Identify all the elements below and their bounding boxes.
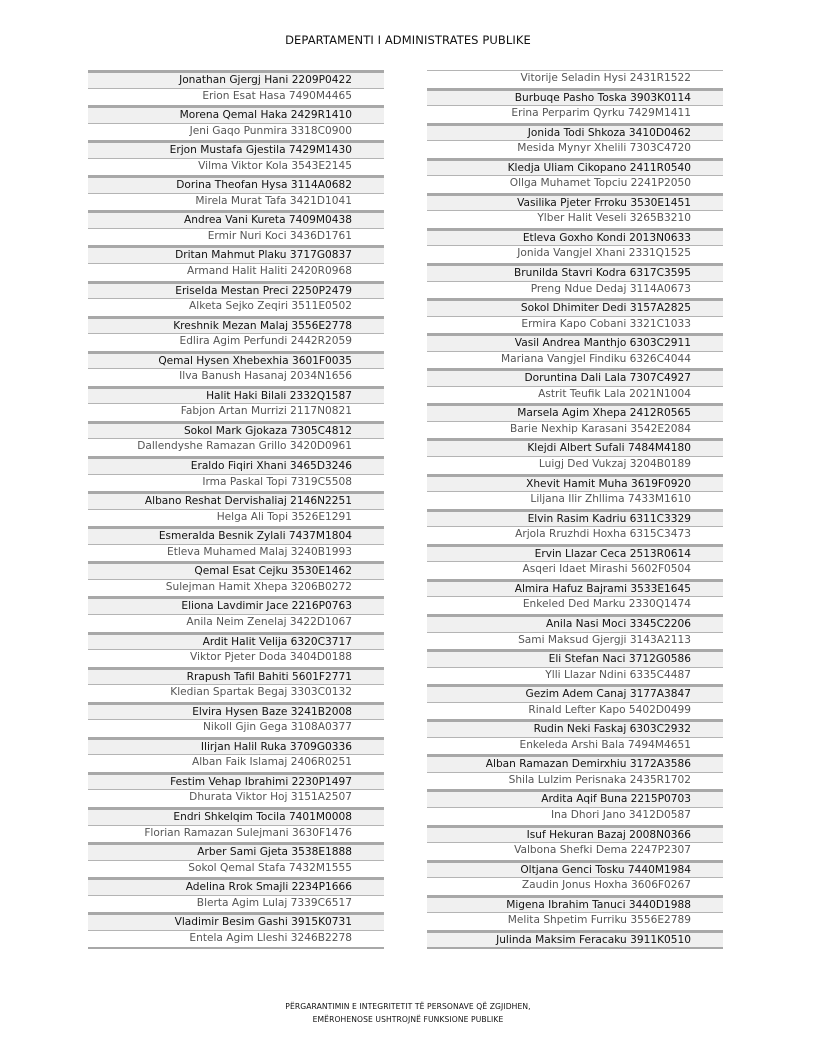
- list-item: Ilirjan Halil Ruka 3709G0336: [88, 737, 384, 755]
- list-item: Mesida Mynyr Xhelili 7303C4720: [427, 140, 723, 158]
- list-item: Dritan Mahmut Plaku 3717G0837: [88, 245, 384, 263]
- list-item: Mariana Vangjel Findiku 6326C4044: [427, 351, 723, 369]
- list-item: Erion Esat Hasa 7490M4465: [88, 88, 384, 106]
- list-item: Blerta Agim Lulaj 7339C6517: [88, 895, 384, 913]
- right-name-column: [427, 70, 723, 949]
- list-item: Eli Stefan Naci 3712G0586: [427, 649, 723, 667]
- list-item: Ylli Llazar Ndini 6335C4487: [427, 667, 723, 685]
- list-item: Fabjon Artan Murrizi 2117N0821: [88, 403, 384, 421]
- list-item: Mirela Murat Tafa 3421D1041: [88, 193, 384, 211]
- list-item: Oltjana Genci Tosku 7440M1984: [427, 860, 723, 878]
- list-item: Gezim Adem Canaj 3177A3847: [427, 684, 723, 702]
- footer-line-1: PËRGARANTIMIN E INTEGRITETIT TË PERSONAVE QË ZGJIDHEN,: [285, 1002, 531, 1011]
- list-item: Liljana Ilir Zhllima 7433M1610: [427, 491, 723, 509]
- list-item: Vasilika Pjeter Frroku 3530E1451: [427, 193, 723, 211]
- list-item: Astrit Teufik Lala 2021N1004: [427, 386, 723, 404]
- list-item: Rinald Lefter Kapo 5402D0499: [427, 702, 723, 720]
- list-item: Albano Reshat Dervishaliaj 2146N2251: [88, 491, 384, 509]
- list-item: Etleva Muhamed Malaj 3240B1993: [88, 544, 384, 562]
- list-item: Vilma Viktor Kola 3543E2145: [88, 158, 384, 176]
- column-bottom-rule: [88, 947, 384, 949]
- list-item: Arjola Rruzhdi Hoxha 6315C3473: [427, 526, 723, 544]
- list-item: Jonathan Gjergj Hani 2209P0422: [88, 70, 384, 88]
- list-item: Vladimir Besim Gashi 3915K0731: [88, 912, 384, 930]
- list-item: Jonida Vangjel Xhani 2331Q1525: [427, 245, 723, 263]
- list-item: Preng Ndue Dedaj 3114A0673: [427, 281, 723, 299]
- list-item: Nikoll Gjin Gega 3108A0377: [88, 719, 384, 737]
- list-item: Erina Perparim Qyrku 7429M1411: [427, 105, 723, 123]
- list-item: Xhevit Hamit Muha 3619F0920: [427, 474, 723, 492]
- left-name-column: [88, 70, 384, 949]
- list-item: Vasil Andrea Manthjo 6303C2911: [427, 333, 723, 351]
- page-title: DEPARTAMENTI I ADMINISTRATES PUBLIKE: [285, 33, 531, 47]
- list-item: Florian Ramazan Sulejmani 3630F1476: [88, 825, 384, 843]
- list-item: Morena Qemal Haka 2429R1410: [88, 105, 384, 123]
- list-item: Sokol Dhimiter Dedi 3157A2825: [427, 298, 723, 316]
- list-item: Elvin Rasim Kadriu 6311C3329: [427, 509, 723, 527]
- list-item: Jeni Gaqo Punmira 3318C0900: [88, 123, 384, 141]
- list-item: Arber Sami Gjeta 3538E1888: [88, 842, 384, 860]
- list-item: Sokol Mark Gjokaza 7305C4812: [88, 421, 384, 439]
- list-item: Dhurata Viktor Hoj 3151A2507: [88, 789, 384, 807]
- list-item: Ina Dhori Jano 3412D0587: [427, 807, 723, 825]
- page-footer: [0, 1000, 816, 1026]
- list-item: Alketa Sejko Zeqiri 3511E0502: [88, 298, 384, 316]
- list-item: Marsela Agim Xhepa 2412R0565: [427, 403, 723, 421]
- list-item: Kledian Spartak Begaj 3303C0132: [88, 684, 384, 702]
- list-item: Viktor Pjeter Doda 3404D0188: [88, 649, 384, 667]
- list-item: Elvira Hysen Baze 3241B2008: [88, 702, 384, 720]
- list-item: Dorina Theofan Hysa 3114A0682: [88, 175, 384, 193]
- list-item: Armand Halit Haliti 2420R0968: [88, 263, 384, 281]
- list-item: Alban Ramazan Demirxhiu 3172A3586: [427, 754, 723, 772]
- list-item: Helga Ali Topi 3526E1291: [88, 509, 384, 527]
- list-item: Julinda Maksim Feracaku 3911K0510: [427, 930, 723, 948]
- list-item: Rudin Neki Faskaj 6303C2932: [427, 719, 723, 737]
- list-item: Etleva Goxho Kondi 2013N0633: [427, 228, 723, 246]
- list-item: Enkeleda Arshi Bala 7494M4651: [427, 737, 723, 755]
- list-item: Edlira Agim Perfundi 2442R2059: [88, 333, 384, 351]
- list-item: Irma Paskal Topi 7319C5508: [88, 474, 384, 492]
- list-item: Burbuqe Pasho Toska 3903K0114: [427, 88, 723, 106]
- list-item: Adelina Rrok Smajli 2234P1666: [88, 877, 384, 895]
- list-item: Klejdi Albert Sufali 7484M4180: [427, 438, 723, 456]
- list-item: Ilva Banush Hasanaj 2034N1656: [88, 368, 384, 386]
- column-bottom-rule: [427, 947, 723, 949]
- list-item: Ylber Halit Veseli 3265B3210: [427, 210, 723, 228]
- list-item: Brunilda Stavri Kodra 6317C3595: [427, 263, 723, 281]
- list-item: Halit Haki Bilali 2332Q1587: [88, 386, 384, 404]
- list-item: Kledja Uliam Cikopano 2411R0540: [427, 158, 723, 176]
- list-item: Ermira Kapo Cobani 3321C1033: [427, 316, 723, 334]
- list-item: Ardit Halit Velija 6320C3717: [88, 632, 384, 650]
- list-item: Luigj Ded Vukzaj 3204B0189: [427, 456, 723, 474]
- list-item: Qemal Esat Cejku 3530E1462: [88, 561, 384, 579]
- list-item: Shila Lulzim Perisnaka 2435R1702: [427, 772, 723, 790]
- list-item: Doruntina Dali Lala 7307C4927: [427, 368, 723, 386]
- list-item: Sokol Qemal Stafa 7432M1555: [88, 860, 384, 878]
- list-item: Vitorije Seladin Hysi 2431R1522: [427, 70, 723, 88]
- list-item: Endri Shkelqim Tocila 7401M0008: [88, 807, 384, 825]
- list-item: Sami Maksud Gjergji 3143A2113: [427, 632, 723, 650]
- list-item: Entela Agim Lleshi 3246B2278: [88, 930, 384, 948]
- list-item: Eraldo Fiqiri Xhani 3465D3246: [88, 456, 384, 474]
- list-item: Barie Nexhip Karasani 3542E2084: [427, 421, 723, 439]
- list-item: Alban Faik Islamaj 2406R0251: [88, 754, 384, 772]
- list-item: Migena Ibrahim Tanuci 3440D1988: [427, 895, 723, 913]
- list-item: Ardita Aqif Buna 2215P0703: [427, 789, 723, 807]
- list-item: Dallendyshe Ramazan Grillo 3420D0961: [88, 438, 384, 456]
- footer-line-2: EMËROHENOSE USHTROJNË FUNKSIONE PUBLIKE: [312, 1015, 504, 1024]
- list-item: Esmeralda Besnik Zylali 7437M1804: [88, 526, 384, 544]
- list-item: Zaudin Jonus Hoxha 3606F0267: [427, 877, 723, 895]
- list-item: Ollga Muhamet Topciu 2241P2050: [427, 175, 723, 193]
- list-item: Eriselda Mestan Preci 2250P2479: [88, 281, 384, 299]
- list-item: Almira Hafuz Bajrami 3533E1645: [427, 579, 723, 597]
- list-item: Ervin Llazar Ceca 2513R0614: [427, 544, 723, 562]
- list-item: Enkeled Ded Marku 2330Q1474: [427, 596, 723, 614]
- list-item: Rrapush Tafil Bahiti 5601F2771: [88, 667, 384, 685]
- list-item: Erjon Mustafa Gjestila 7429M1430: [88, 140, 384, 158]
- list-item: Melita Shpetim Furriku 3556E2789: [427, 912, 723, 930]
- list-item: Qemal Hysen Xhebexhia 3601F0035: [88, 351, 384, 369]
- list-item: Isuf Hekuran Bazaj 2008N0366: [427, 825, 723, 843]
- list-item: Anila Neim Zenelaj 3422D1067: [88, 614, 384, 632]
- list-item: Andrea Vani Kureta 7409M0438: [88, 210, 384, 228]
- list-item: Anila Nasi Moci 3345C2206: [427, 614, 723, 632]
- list-item: Eliona Lavdimir Jace 2216P0763: [88, 596, 384, 614]
- list-item: Festim Vehap Ibrahimi 2230P1497: [88, 772, 384, 790]
- list-item: Ermir Nuri Koci 3436D1761: [88, 228, 384, 246]
- list-item: Jonida Todi Shkoza 3410D0462: [427, 123, 723, 141]
- list-item: Valbona Shefki Dema 2247P2307: [427, 842, 723, 860]
- list-item: Sulejman Hamit Xhepa 3206B0272: [88, 579, 384, 597]
- list-item: Kreshnik Mezan Malaj 3556E2778: [88, 316, 384, 334]
- list-item: Asqeri Idaet Mirashi 5602F0504: [427, 561, 723, 579]
